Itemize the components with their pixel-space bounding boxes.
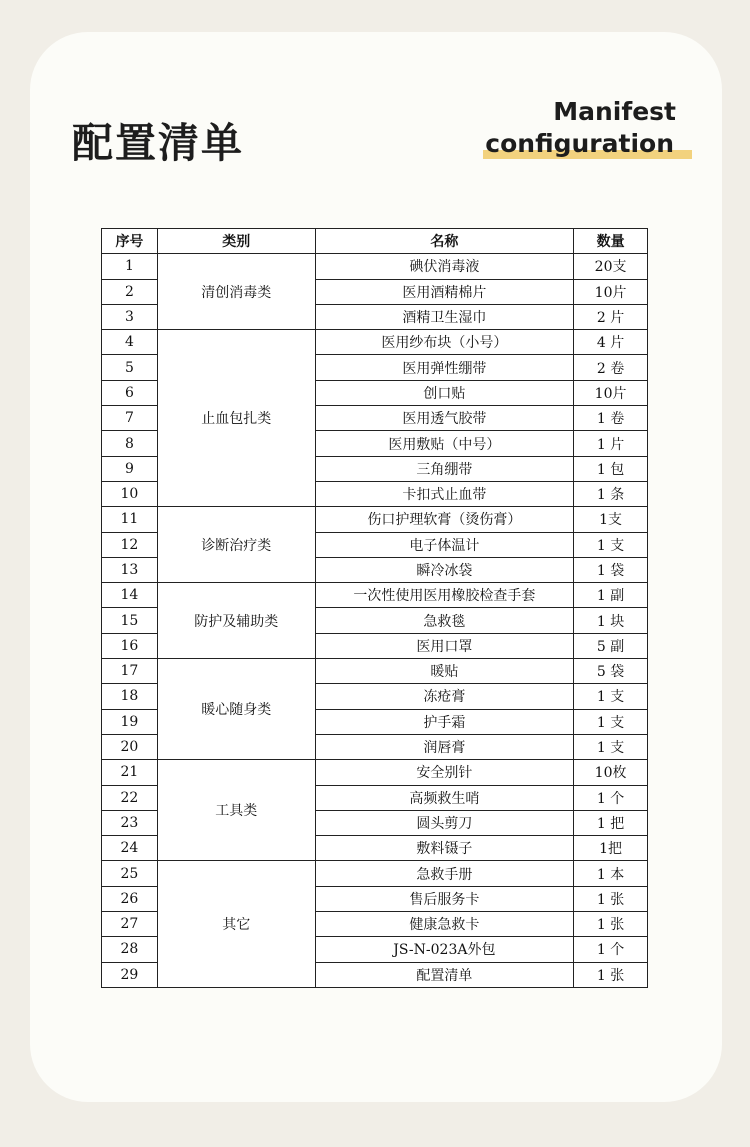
cell-qty: 1 个 bbox=[574, 937, 648, 962]
cell-no: 16 bbox=[102, 633, 158, 658]
cell-qty: 1 条 bbox=[574, 481, 648, 506]
cell-name: 敷料镊子 bbox=[315, 836, 574, 861]
cell-qty: 1 张 bbox=[574, 962, 648, 987]
cell-qty: 10片 bbox=[574, 380, 648, 405]
cell-qty: 20支 bbox=[574, 254, 648, 279]
cell-no: 21 bbox=[102, 760, 158, 785]
cell-qty: 1支 bbox=[574, 507, 648, 532]
cell-qty: 1 支 bbox=[574, 532, 648, 557]
cell-no: 4 bbox=[102, 330, 158, 355]
cell-name: 伤口护理软膏（烫伤膏） bbox=[315, 507, 574, 532]
table-row bbox=[102, 507, 648, 532]
table-row bbox=[102, 583, 648, 608]
cell-qty: 1 片 bbox=[574, 431, 648, 456]
english-title bbox=[483, 96, 676, 160]
cell-name: 安全别针 bbox=[315, 760, 574, 785]
cell-no: 14 bbox=[102, 583, 158, 608]
cell-qty: 10片 bbox=[574, 279, 648, 304]
manifest-card bbox=[30, 32, 722, 1102]
cell-no: 25 bbox=[102, 861, 158, 886]
cell-qty: 2 卷 bbox=[574, 355, 648, 380]
table-row bbox=[102, 760, 648, 785]
cell-name: 圆头剪刀 bbox=[315, 810, 574, 835]
table-row bbox=[102, 254, 648, 279]
header-category: 类别 bbox=[157, 229, 315, 254]
cell-no: 5 bbox=[102, 355, 158, 380]
cell-name: 急救手册 bbox=[315, 861, 574, 886]
manifest-table bbox=[101, 228, 648, 988]
header-name: 名称 bbox=[315, 229, 574, 254]
table-row bbox=[102, 659, 648, 684]
cell-no: 2 bbox=[102, 279, 158, 304]
cell-no: 23 bbox=[102, 810, 158, 835]
cell-qty: 1 袋 bbox=[574, 557, 648, 582]
cell-no: 26 bbox=[102, 886, 158, 911]
cell-name: 冻疮膏 bbox=[315, 684, 574, 709]
cell-no: 8 bbox=[102, 431, 158, 456]
cell-qty: 1 支 bbox=[574, 709, 648, 734]
cell-name: 护手霜 bbox=[315, 709, 574, 734]
cell-category: 止血包扎类 bbox=[157, 330, 315, 507]
cell-qty: 1把 bbox=[574, 836, 648, 861]
cell-no: 3 bbox=[102, 304, 158, 329]
cell-no: 22 bbox=[102, 785, 158, 810]
cell-no: 11 bbox=[102, 507, 158, 532]
cell-name: 配置清单 bbox=[315, 962, 574, 987]
cell-no: 13 bbox=[102, 557, 158, 582]
table-header-row bbox=[102, 229, 648, 254]
cell-qty: 1 本 bbox=[574, 861, 648, 886]
cell-category: 诊断治疗类 bbox=[157, 507, 315, 583]
cell-qty: 10枚 bbox=[574, 760, 648, 785]
cell-name: 医用纱布块（小号） bbox=[315, 330, 574, 355]
cell-name: 暖贴 bbox=[315, 659, 574, 684]
cell-name: 三角绷带 bbox=[315, 456, 574, 481]
cell-name: 卡扣式止血带 bbox=[315, 481, 574, 506]
english-title-line2 bbox=[483, 128, 676, 160]
header-no: 序号 bbox=[102, 229, 158, 254]
cell-no: 12 bbox=[102, 532, 158, 557]
cell-no: 29 bbox=[102, 962, 158, 987]
cell-name: 一次性使用医用橡胶检查手套 bbox=[315, 583, 574, 608]
cell-no: 9 bbox=[102, 456, 158, 481]
cell-name: 瞬冷冰袋 bbox=[315, 557, 574, 582]
cell-no: 19 bbox=[102, 709, 158, 734]
cell-no: 6 bbox=[102, 380, 158, 405]
cell-qty: 1 卷 bbox=[574, 406, 648, 431]
cell-qty: 5 袋 bbox=[574, 659, 648, 684]
cell-qty: 2 片 bbox=[574, 304, 648, 329]
cell-category: 其它 bbox=[157, 861, 315, 987]
cell-no: 15 bbox=[102, 608, 158, 633]
cell-no: 20 bbox=[102, 734, 158, 759]
cell-name: 医用敷贴（中号） bbox=[315, 431, 574, 456]
cell-category: 防护及辅助类 bbox=[157, 583, 315, 659]
cell-category: 暖心随身类 bbox=[157, 659, 315, 760]
cell-qty: 1 把 bbox=[574, 810, 648, 835]
cell-no: 18 bbox=[102, 684, 158, 709]
header-qty: 数量 bbox=[574, 229, 648, 254]
cell-name: 医用口罩 bbox=[315, 633, 574, 658]
cell-name: 高频救生哨 bbox=[315, 785, 574, 810]
cell-qty: 1 包 bbox=[574, 456, 648, 481]
cell-category: 清创消毒类 bbox=[157, 254, 315, 330]
english-title-line1: Manifest bbox=[553, 97, 676, 126]
page-title: 配置清单 bbox=[72, 119, 244, 167]
cell-no: 17 bbox=[102, 659, 158, 684]
cell-no: 27 bbox=[102, 912, 158, 937]
cell-qty: 4 片 bbox=[574, 330, 648, 355]
cell-qty: 1 张 bbox=[574, 912, 648, 937]
cell-qty: 1 支 bbox=[574, 734, 648, 759]
cell-name: 急救毯 bbox=[315, 608, 574, 633]
cell-name: 润唇膏 bbox=[315, 734, 574, 759]
cell-qty: 1 张 bbox=[574, 886, 648, 911]
cell-name: 碘伏消毒液 bbox=[315, 254, 574, 279]
table-body bbox=[102, 254, 648, 988]
cell-name: 医用弹性绷带 bbox=[315, 355, 574, 380]
english-title-line2-text: configuration bbox=[485, 129, 674, 158]
cell-name: 售后服务卡 bbox=[315, 886, 574, 911]
cell-qty: 1 块 bbox=[574, 608, 648, 633]
cell-qty: 1 支 bbox=[574, 684, 648, 709]
cell-qty: 1 个 bbox=[574, 785, 648, 810]
cell-no: 28 bbox=[102, 937, 158, 962]
cell-no: 24 bbox=[102, 836, 158, 861]
cell-no: 7 bbox=[102, 406, 158, 431]
cell-no: 1 bbox=[102, 254, 158, 279]
table-row bbox=[102, 330, 648, 355]
cell-qty: 5 副 bbox=[574, 633, 648, 658]
cell-name: 酒精卫生湿巾 bbox=[315, 304, 574, 329]
cell-name: 创口贴 bbox=[315, 380, 574, 405]
cell-category: 工具类 bbox=[157, 760, 315, 861]
cell-name: 健康急救卡 bbox=[315, 912, 574, 937]
cell-qty: 1 副 bbox=[574, 583, 648, 608]
cell-name: 医用透气胶带 bbox=[315, 406, 574, 431]
table-row bbox=[102, 861, 648, 886]
cell-name: 电子体温计 bbox=[315, 532, 574, 557]
cell-name: 医用酒精棉片 bbox=[315, 279, 574, 304]
cell-name: JS-N-023A外包 bbox=[315, 937, 574, 962]
cell-no: 10 bbox=[102, 481, 158, 506]
